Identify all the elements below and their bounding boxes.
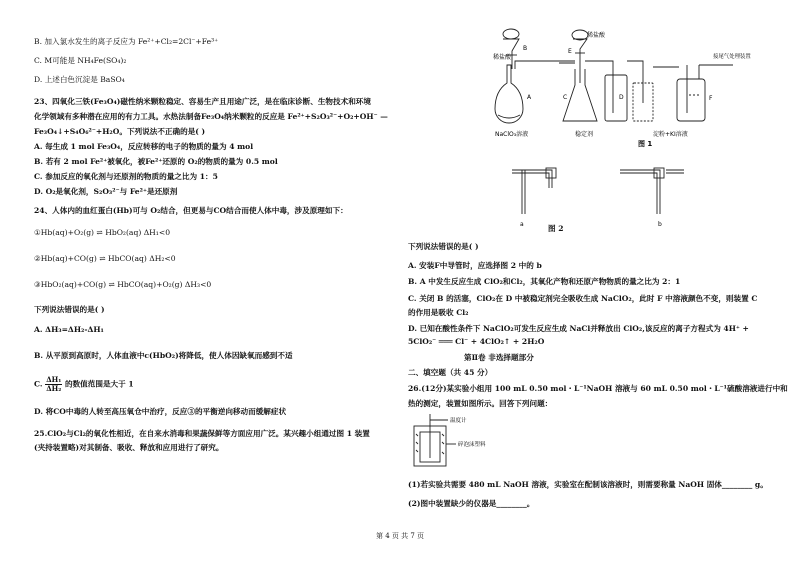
option-d-prev: D. 上述白色沉淀是 BaSO₄ [34, 75, 125, 84]
tube-b-label: b [658, 221, 662, 228]
label-e: E [568, 48, 572, 55]
label-f: F [709, 95, 713, 102]
figure-1-apparatus [493, 25, 783, 150]
q26-stem-line2: 热的测定，装置如图所示。回答下列问题： [408, 399, 553, 408]
label-acid-2: 稀盐酸 [587, 32, 606, 39]
q26-part-2: (2)图中装置缺少的仪器是________。 [408, 499, 535, 508]
q25-option-b: B. A 中发生反应生成 ClO₂和Cl₂，其氧化产物和还原产物物质的量之比为 2：1 [408, 277, 681, 286]
q24-option-b: B. 从平原到高原时，人体血液中c(HbO₂)将降低，使人体因缺氧而感到不适 [34, 351, 293, 360]
q24-prompt: 下列说法错误的是( ) [34, 305, 105, 314]
q25-prompt: 下列说法错误的是( ) [408, 242, 479, 251]
calorimeter-figure [408, 412, 498, 472]
figure-1-caption: 图 1 [638, 140, 653, 148]
label-acid: 稀盐酸 [493, 54, 512, 61]
thermometer-label: 温度计 [450, 418, 467, 424]
q24-option-d: D. 将CO中毒的人转至高压氧仓中治疗，反应③的平衡逆向移动而缓解症状 [34, 407, 287, 416]
q25-stem-line2: (夹持装置略)对其制备、吸收、释放和应用进行了研究。 [34, 443, 224, 452]
q25-option-d-line1: D. 已知在酸性条件下 NaClO₂可发生反应生成 NaCl并释放出 ClO₂,该反应的离子方程式为 4H⁺ + [408, 324, 749, 333]
label-c: C [563, 94, 568, 101]
figure-2-tubes [508, 158, 708, 233]
page-footer: 第 4 页 共 7 页 [375, 532, 425, 540]
q24-equation-2: ②Hb(aq)+CO(g) ⇌ HbCO(aq) ΔH₂<0 [34, 254, 176, 263]
q25-option-a: A. 安装F中导管时，应选择图 2 中的 b [408, 261, 542, 270]
q23-option-d: D. O₂是氧化剂，S₂O₃²⁻与 Fe²⁺是还原剂 [34, 187, 178, 196]
q23-option-a: A. 每生成 1 mol Fe₃O₄，反应转移的电子的物质的量为 4 mol [34, 142, 254, 151]
option-b-prev: B. 加入氯水发生的离子反应为 Fe²⁺+Cl₂=2Cl⁻+Fe³⁺ [34, 37, 219, 46]
q24-equation-1: ①Hb(aq)+O₂(g) ⇌ HbO₂(aq) ΔH₁<0 [34, 228, 171, 237]
option-c-prev: C. M可能是 NH₄Fe(SO₄)₂ [34, 56, 127, 65]
label-a: A [527, 94, 532, 101]
q23-stem-line2: 化学领域有多种潜在应用的有力工具。水热法制备Fe₃O₄纳米颗粒的反应是 Fe²⁺+S₂O₃²⁻+O₂+OH⁻ — [34, 112, 388, 121]
q24-option-c: C. $\frac{\text{ΔH₁}}{\text{ΔH₂}}$ 的数值范围是大于 1 [34, 375, 134, 393]
q24-stem: 24、人体内的血红蛋白(Hb)可与 O₂结合，但更易与CO结合而使人体中毒，涉及原理如下： [34, 206, 348, 215]
q25-stem-line1: 25.ClO₂与Cl₂的氧化性相近，在自来水消毒和果蔬保鲜等方面应用广泛。某兴趣小组通过图 1 装置 [34, 429, 370, 438]
q26-part-1: (1)若实验共需要 480 mL NaOH 溶液，实验室在配制该溶液时，则需要称量 NaOH 固体________ g。 [408, 480, 768, 489]
q24-equation-3: ③HbO₂(aq)+CO(g) ⇌ HbCO(aq)+O₂(g) ΔH₃<0 [34, 280, 212, 289]
label-b: B [523, 45, 528, 52]
figure-2-caption: 图 2 [548, 224, 564, 233]
q24-fraction: $\frac{\text{ΔH₁}}{\text{ΔH₂}}$ [46, 375, 62, 393]
fill-in-heading: 二、填空题（共 45 分） [408, 368, 493, 377]
label-d: D [619, 94, 624, 101]
label-absorb: 接尾气处理装置 [713, 54, 751, 60]
q25-option-c-line1: C. 关闭 B 的活塞，ClO₂在 D 中被稳定剂完全吸收生成 NaClO₂，此时 F 中溶液颜色不变，则装置 C [408, 294, 758, 303]
q23-option-b: B. 若有 2 mol Fe²⁺被氧化，被Fe²⁺还原的 O₂的物质的量为 0.5 mol [34, 157, 278, 166]
q23-stem-line3: Fe₃O₄↓+S₄O₆²⁻+H₂O。下列说法不正确的是( ) [34, 127, 206, 136]
label-stabilizer: 稳定剂 [575, 131, 594, 138]
q26-stem-line1: 26.(12分)某实验小组用 100 mL 0.50 mol・L⁻¹NaOH 溶液与 60 mL 0.50 mol・L⁻¹硫酸溶液进行中和 [408, 384, 788, 393]
q24-option-a: A. ΔH₃=ΔH₂-ΔH₁ [34, 325, 104, 334]
label-naclo3: NaClO₃溶液 [495, 131, 529, 138]
section-2-heading: 第Ⅱ卷 非选择题部分 [464, 353, 534, 362]
tube-a-label: a [520, 221, 524, 228]
q23-option-c: C. 参加反应的氧化剂与还原剂的物质的量之比为 1：5 [34, 172, 218, 181]
q23-stem-line1: 23、四氧化三铁(Fe₃O₄)磁性纳米颗粒稳定、容易生产且用途广泛，是在临床诊断、生物技术和环境 [34, 97, 371, 106]
label-starch-ki: 淀粉+KI溶液 [653, 131, 688, 138]
q25-option-d-line2: 5ClO₂⁻ ═══ Cl⁻ + 4ClO₂↑ + 2H₂O [408, 337, 545, 346]
q25-option-c-line2: 的作用是吸收 Cl₂ [408, 308, 469, 317]
foam-label: 碎泡沫塑料 [458, 442, 486, 448]
